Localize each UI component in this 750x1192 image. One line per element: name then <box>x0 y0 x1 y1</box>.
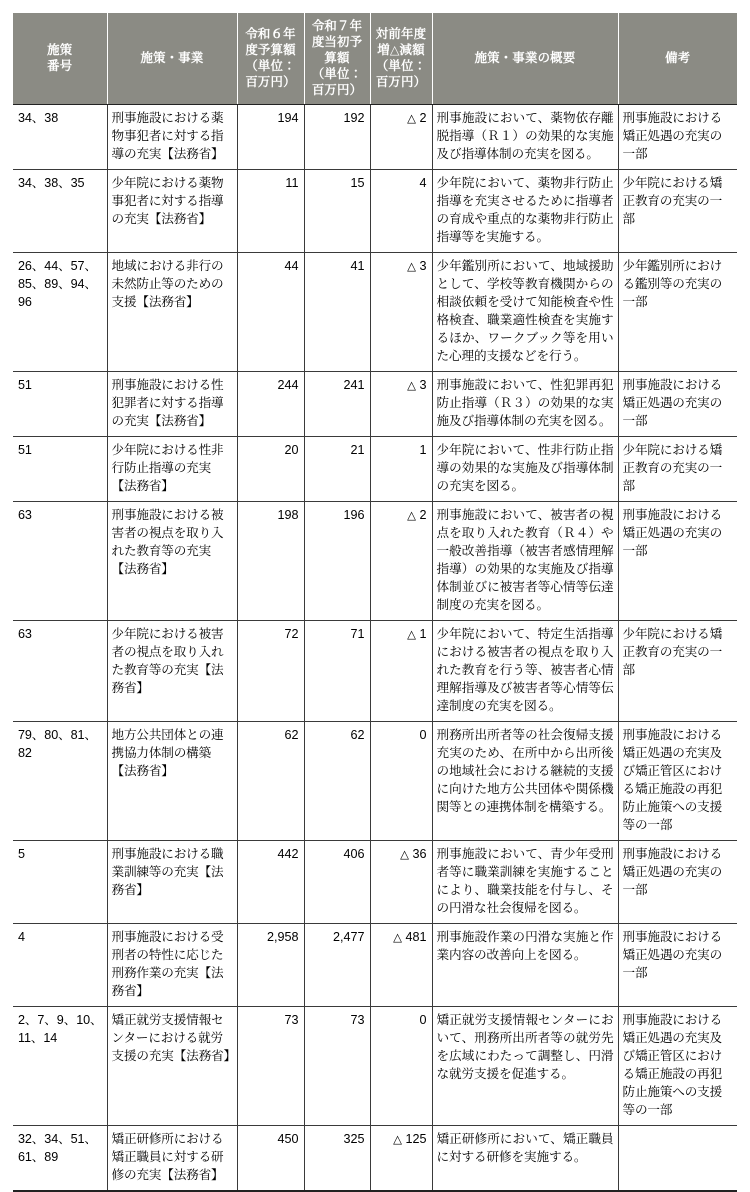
cell-outline: 刑事施設において、薬物依存離脱指導（Ｒ１）の効果的な実施及び指導体制の充実を図る。 <box>432 105 618 170</box>
header-line: （単位： <box>375 58 427 73</box>
cell-r7-budget: 2,477 <box>304 924 370 1007</box>
header-line: 施策・事業 <box>140 50 204 65</box>
cell-program: 地域における非行の未然防止等のための支援【法務省】 <box>107 253 237 372</box>
header-line: 百万円） <box>245 74 296 89</box>
header-line: 百万円） <box>375 74 427 89</box>
cell-program: 少年院における被害者の視点を取り入れた教育等の充実【法務省】 <box>107 621 237 722</box>
header-line: 令和６年 <box>245 26 296 41</box>
cell-r6-budget: 44 <box>237 253 304 372</box>
cell-diff: △ 125 <box>370 1126 432 1192</box>
cell-r6-budget: 20 <box>237 437 304 502</box>
cell-program: 刑事施設における受刑者の特性に応じた刑務作業の充実【法務省】 <box>107 924 237 1007</box>
cell-remarks: 刑事施設における矯正処遇の充実の一部 <box>618 372 737 437</box>
table-row <box>13 1007 737 1126</box>
table-row <box>13 437 737 502</box>
decrease-triangle-icon: △ <box>407 380 416 393</box>
cell-program: 少年院における薬物事犯者に対する指導の充実【法務省】 <box>107 170 237 253</box>
cell-outline: 刑事施設において、被害者の視点を取り入れた教育（Ｒ４）や一般改善指導（被害者感情理解指導）の効果的な実施及び指導体制並びに被害者等心情等伝達制度の充実を図る。 <box>432 502 618 621</box>
cell-diff: △ 3 <box>370 372 432 437</box>
table-row <box>13 502 737 621</box>
header-line: 施策 <box>47 42 73 57</box>
cell-remarks: 刑事施設における矯正処遇の充実の一部 <box>618 105 737 170</box>
cell-policy-number: 79、80、81、82 <box>13 722 107 841</box>
header-line: 増△減額 <box>377 42 425 57</box>
cell-remarks: 刑事施設における矯正処遇の充実及び矯正管区における矯正施設の再犯防止施策への支援等の一部 <box>618 722 737 841</box>
cell-r7-budget: 196 <box>304 502 370 621</box>
cell-policy-number: 51 <box>13 437 107 502</box>
cell-program: 刑事施設における性犯罪者に対する指導の充実【法務省】 <box>107 372 237 437</box>
header-line: 対前年度 <box>375 26 427 41</box>
cell-r7-budget: 73 <box>304 1007 370 1126</box>
cell-program: 刑事施設における被害者の視点を取り入れた教育等の充実【法務省】 <box>107 502 237 621</box>
cell-remarks: 刑事施設における矯正処遇の充実の一部 <box>618 924 737 1007</box>
table-row <box>13 372 737 437</box>
cell-diff: 1 <box>370 437 432 502</box>
cell-diff: 0 <box>370 722 432 841</box>
cell-policy-number: 34、38、35 <box>13 170 107 253</box>
cell-remarks: 刑事施設における矯正処遇の充実及び矯正管区における矯正施設の再犯防止施策への支援等の一部 <box>618 1007 737 1126</box>
header-line: （単位： <box>311 66 363 81</box>
cell-program: 刑事施設における職業訓練等の充実【法務省】 <box>107 841 237 924</box>
header-line: （単位： <box>245 58 296 73</box>
header-line: 令和７年 <box>311 19 363 33</box>
cell-outline: 少年院において、薬物非行防止指導を充実させるために指導者の育成や重点的な薬物非行防止指導等を実施する。 <box>432 170 618 253</box>
cell-remarks: 少年院における矯正教育の充実の一部 <box>618 437 737 502</box>
cell-outline: 矯正就労支援情報センターにおいて、刑務所出所者等の就労先を広域にわたって調整し、円滑な就労支援を促進する。 <box>432 1007 618 1126</box>
cell-r6-budget: 72 <box>237 621 304 722</box>
cell-remarks: 刑事施設における矯正処遇の充実の一部 <box>618 841 737 924</box>
cell-program: 少年院における性非行防止指導の充実【法務省】 <box>107 437 237 502</box>
cell-diff: △ 481 <box>370 924 432 1007</box>
cell-r7-budget: 325 <box>304 1126 370 1192</box>
cell-r6-budget: 11 <box>237 170 304 253</box>
cell-policy-number: 63 <box>13 502 107 621</box>
decrease-triangle-icon: △ <box>400 849 409 862</box>
cell-outline: 少年鑑別所において、地域援助として、学校等教育機関からの相談依頼を受けて知能検査や性格検査、職業適性検査を実施するほか、ワークブック等を用いた心理的支援などを行う。 <box>432 253 618 372</box>
column-header-program <box>107 13 237 105</box>
cell-r6-budget: 194 <box>237 105 304 170</box>
cell-r6-budget: 442 <box>237 841 304 924</box>
cell-outline: 少年院において、特定生活指導における被害者の視点を取り入れた教育を行う等、被害者心情理解指導及び被害者等心情等伝達制度の充実を図る。 <box>432 621 618 722</box>
cell-diff: △ 1 <box>370 621 432 722</box>
cell-diff: 0 <box>370 1007 432 1126</box>
cell-outline: 刑事施設において、青少年受刑者等に職業訓練を実施することにより、職業技能を付与し、その円滑な社会復帰を図る。 <box>432 841 618 924</box>
column-header-diff <box>370 13 432 105</box>
cell-policy-number: 51 <box>13 372 107 437</box>
cell-r7-budget: 62 <box>304 722 370 841</box>
cell-policy-number: 26、44、57、85、89、94、96 <box>13 253 107 372</box>
table-row <box>13 1126 737 1192</box>
header-line: 番号 <box>47 58 73 73</box>
cell-r6-budget: 2,958 <box>237 924 304 1007</box>
cell-program: 地方公共団体との連携協力体制の構築【法務省】 <box>107 722 237 841</box>
cell-policy-number: 5 <box>13 841 107 924</box>
cell-r7-budget: 241 <box>304 372 370 437</box>
table-row <box>13 170 737 253</box>
cell-r6-budget: 244 <box>237 372 304 437</box>
budget-table <box>13 13 737 1192</box>
cell-policy-number: 32、34、51、61、89 <box>13 1126 107 1192</box>
cell-policy-number: 34、38 <box>13 105 107 170</box>
cell-outline: 少年院において、性非行防止指導の効果的な実施及び指導体制の充実を図る。 <box>432 437 618 502</box>
header-line: 度予算額 <box>245 42 296 57</box>
column-header-policy-number <box>13 13 107 105</box>
cell-diff: △ 3 <box>370 253 432 372</box>
column-header-remarks <box>618 13 737 105</box>
cell-diff: △ 2 <box>370 105 432 170</box>
decrease-triangle-icon: △ <box>407 510 416 523</box>
decrease-triangle-icon: △ <box>407 113 416 126</box>
cell-diff: △ 2 <box>370 502 432 621</box>
cell-r7-budget: 15 <box>304 170 370 253</box>
cell-policy-number: 63 <box>13 621 107 722</box>
cell-remarks: 少年院における矯正教育の充実の一部 <box>618 621 737 722</box>
decrease-triangle-icon: △ <box>393 1134 402 1147</box>
cell-r6-budget: 73 <box>237 1007 304 1126</box>
header-row <box>13 13 737 105</box>
cell-remarks <box>618 1126 737 1192</box>
table-row <box>13 105 737 170</box>
cell-diff: 4 <box>370 170 432 253</box>
cell-r6-budget: 450 <box>237 1126 304 1192</box>
column-header-r7-budget <box>304 13 370 105</box>
column-header-r6-budget <box>237 13 304 105</box>
decrease-triangle-icon: △ <box>393 932 402 945</box>
cell-program: 矯正就労支援情報センターにおける就労支援の充実【法務省】 <box>107 1007 237 1126</box>
cell-outline: 刑事施設作業の円滑な実施と作業内容の改善向上を図る。 <box>432 924 618 1007</box>
column-header-outline <box>432 13 618 105</box>
decrease-triangle-icon: △ <box>407 261 416 274</box>
cell-r6-budget: 62 <box>237 722 304 841</box>
cell-remarks: 刑事施設における矯正処遇の充実の一部 <box>618 502 737 621</box>
table-header <box>13 13 737 105</box>
table-row <box>13 722 737 841</box>
cell-r7-budget: 192 <box>304 105 370 170</box>
cell-policy-number: 4 <box>13 924 107 1007</box>
cell-policy-number: 2、7、9、10、11、14 <box>13 1007 107 1126</box>
header-line: 施策・事業の概要 <box>474 50 576 65</box>
cell-remarks: 少年院における矯正教育の充実の一部 <box>618 170 737 253</box>
table-row <box>13 841 737 924</box>
cell-r7-budget: 71 <box>304 621 370 722</box>
header-line: 百万円） <box>311 82 363 97</box>
header-line: 備考 <box>665 50 691 65</box>
cell-r6-budget: 198 <box>237 502 304 621</box>
header-line: 算額 <box>324 50 350 65</box>
cell-outline: 刑務所出所者等の社会復帰支援充実のため、在所中から出所後の地域社会における継続的支援に向けた地方公共団体や関係機関等との連携体制を構築する。 <box>432 722 618 841</box>
cell-outline: 矯正研修所において、矯正職員に対する研修を実施する。 <box>432 1126 618 1192</box>
cell-program: 刑事施設における薬物事犯者に対する指導の充実【法務省】 <box>107 105 237 170</box>
cell-r7-budget: 21 <box>304 437 370 502</box>
cell-program: 矯正研修所における矯正職員に対する研修の充実【法務省】 <box>107 1126 237 1192</box>
table-row <box>13 924 737 1007</box>
table-row <box>13 621 737 722</box>
cell-r7-budget: 41 <box>304 253 370 372</box>
cell-remarks: 少年鑑別所における鑑別等の充実の一部 <box>618 253 737 372</box>
cell-outline: 刑事施設において、性犯罪再犯防止指導（Ｒ３）の効果的な実施及び指導体制の充実を図る。 <box>432 372 618 437</box>
decrease-triangle-icon: △ <box>407 629 416 642</box>
cell-diff: △ 36 <box>370 841 432 924</box>
header-line: 度当初予 <box>311 34 363 49</box>
cell-r7-budget: 406 <box>304 841 370 924</box>
table-body <box>13 105 737 1192</box>
table-row <box>13 253 737 372</box>
